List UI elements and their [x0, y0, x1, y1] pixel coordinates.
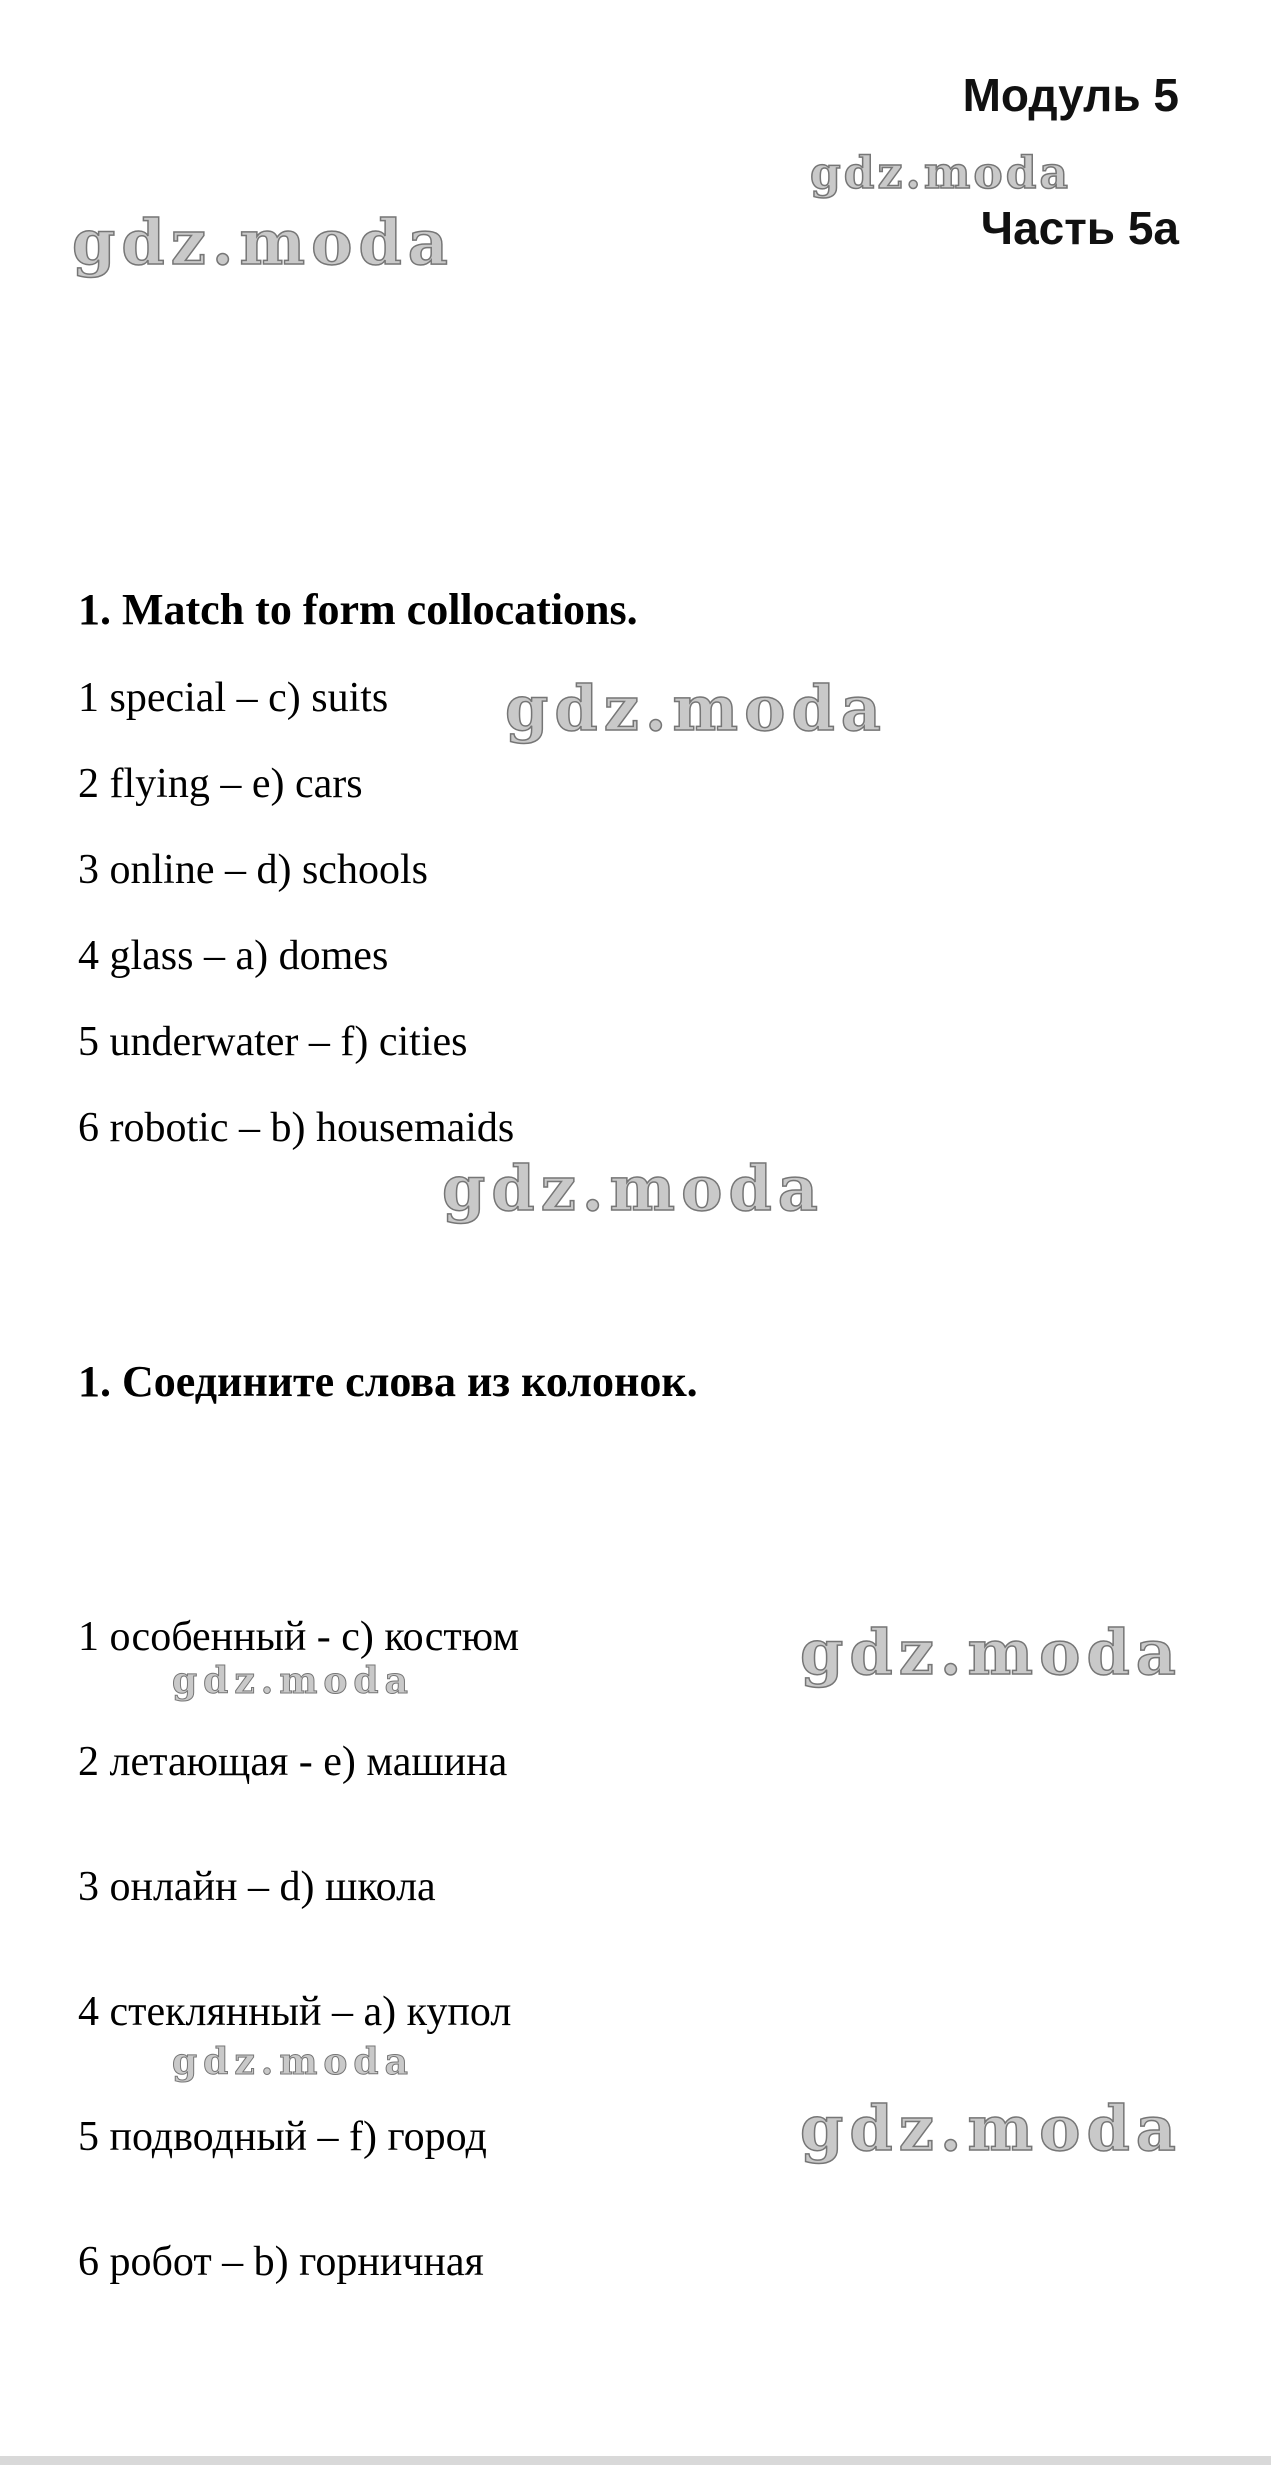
- watermark-russian-right-1: gdz.moda: [800, 1616, 1182, 1689]
- match-item-en-6: 6 robotic – b) housemaids: [78, 1105, 515, 1151]
- part-title: Часть 5a: [980, 202, 1179, 254]
- match-item-ru-3: 3 онлайн – d) школа: [78, 1864, 436, 1910]
- match-item-ru-2: 2 летающая - e) машина: [78, 1739, 508, 1785]
- match-item-ru-5: 5 подводный – f) город: [78, 2114, 487, 2160]
- watermark-top: gdz.moda: [809, 148, 1071, 199]
- match-item-ru-1: 1 особенный - c) костюм: [78, 1614, 520, 1660]
- watermark-russian-small-1: gdz.moda: [172, 1660, 414, 1702]
- match-item-en-4: 4 glass – a) domes: [78, 933, 389, 979]
- english-section-heading: 1. Match to form collocations.: [78, 585, 638, 634]
- match-item-ru-4: 4 стеклянный – a) купол: [78, 1989, 512, 2035]
- module-title: Модуль 5: [962, 69, 1179, 121]
- russian-section-heading: 1. Соедините слова из колонок.: [78, 1357, 698, 1406]
- page-bottom-edge: [0, 2456, 1271, 2465]
- match-item-en-2: 2 flying – e) cars: [78, 761, 363, 807]
- watermark-russian-small-2: gdz.moda: [172, 2041, 414, 2083]
- watermark-english-middle: gdz.moda: [505, 672, 887, 745]
- english-match-list: [78, 655, 514, 1171]
- match-item-en-3: 3 online – d) schools: [78, 847, 428, 893]
- match-item-en-1: 1 special – c) suits: [78, 675, 389, 721]
- watermark-english-bottom: gdz.moda: [442, 1152, 824, 1225]
- match-item-ru-6: 6 робот – b) горничная: [78, 2239, 484, 2285]
- watermark-top-left: gdz.moda: [72, 206, 454, 279]
- watermark-russian-right-2: gdz.moda: [800, 2092, 1182, 2165]
- match-item-en-5: 5 underwater – f) cities: [78, 1019, 468, 1065]
